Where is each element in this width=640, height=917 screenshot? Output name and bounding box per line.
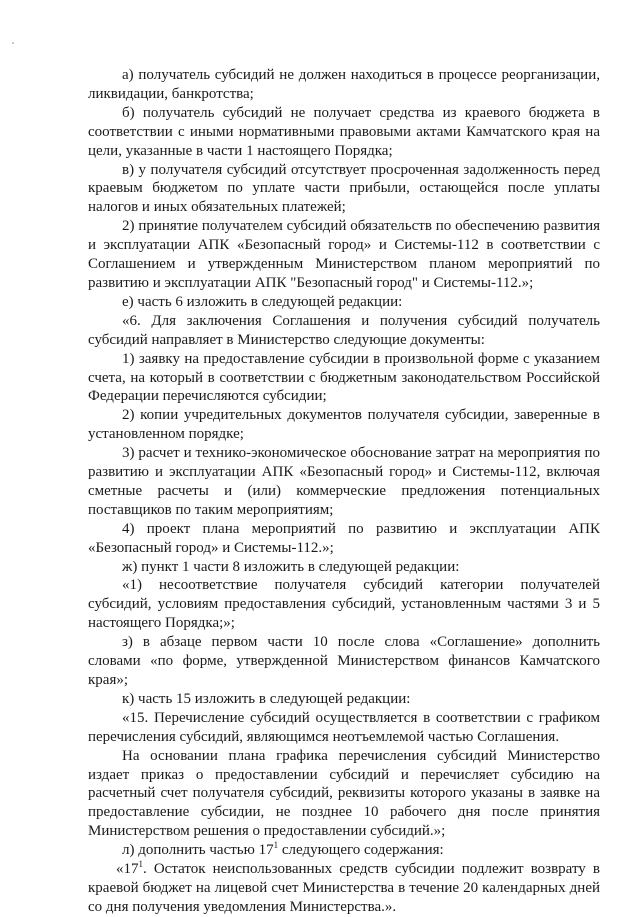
paragraph-e: е) часть 6 изложить в следующей редакции:	[122, 293, 403, 310]
paragraph-17-text: «17	[116, 861, 139, 878]
paragraph-item-1: 1) заявку на предоставление субсидии в произвольной форме с указанием счета, на который в соответствии с бюджетным законодательством Российской Федерации перечисляются субсидии;	[88, 350, 600, 405]
paragraph-basis: На основании плана графика перечисления субсидий Министерство издает приказ о предоставлении субсидий и перечисляет субсидию на расчетный счет получателя субсидий, реквизиты которого указаны в заявке на предоставление субсидии, не позднее 10 рабочего дня после принятия Министерством решения о предоставлении субсидий.»;	[88, 747, 600, 840]
paragraph-part-17-1	[88, 860, 600, 917]
paragraph-k: к) часть 15 изложить в следующей редакции:	[122, 690, 411, 707]
paragraph-b: б) получатель субсидий не получает средства из краевого бюджета в соответствии с иными нормативными правовыми актами Камчатского края на цели, указанные в части 1 настоящего Порядка;	[88, 104, 600, 159]
paragraph-item-3: 3) расчет и технико-экономическое обоснование затрат на мероприятия по развитию и эксплуатации АПК «Безопасный город» и Системы-112, включая сметные расчеты и (или) коммерческие предложения потенциальных поставщиков по таким мероприятиям;	[88, 445, 600, 518]
paragraph-item-4: 4) проект плана мероприятий по развитию и эксплуатации АПК «Безопасный город» и Системы-112.»;	[88, 520, 600, 556]
paragraph-l-superscript: 1	[273, 840, 279, 851]
paragraph-v: в) у получателя субсидий отсутствует просроченная задолженность перед краевым бюджетом по уплате части прибыли, остающейся после уплаты налогов и иных обязательных платежей;	[88, 161, 600, 216]
paragraph-part-8-item-1: «1) несоответствие получателя субсидий категории получателей субсидий, условиям предоставления субсидий, установленным частями 3 и 5 настоящего Порядка;»;	[88, 577, 600, 632]
paragraph-17-superscript: 1	[138, 859, 143, 870]
scan-mark	[12, 42, 14, 44]
paragraph-a: а) получатель субсидий не должен находиться в процессе реорганизации, ликвидации, банкротства;	[88, 67, 600, 102]
paragraph-17-text-end: . Остаток неиспользованных средств субсидии подлежит возврату в краевой бюджет на лицевой счет Министерства в течение 20 календарных дней со дня получения уведомления Министерства.».	[88, 861, 600, 915]
paragraph-part-6: «6. Для заключения Соглашения и получения субсидий получатель субсидий направляет в Министерство следующие документы:	[88, 312, 600, 348]
document-body	[88, 66, 600, 917]
paragraph-item-2: 2) копии учредительных документов получателя субсидии, заверенные в установленном порядке;	[88, 407, 600, 443]
paragraph-l-text-end: следующего содержания:	[278, 842, 444, 859]
paragraph-z: з) в абзаце первом части 10 после слова «Соглашение» дополнить словами «по форме, утвержденной Министерством финансов Камчатского края»;	[88, 634, 600, 688]
paragraph-zh: ж) пункт 1 части 8 изложить в следующей редакции:	[122, 558, 460, 575]
paragraph-part-15: «15. Перечисление субсидий осуществляется в соответствии с графиком перечисления субсидий, являющимся неотъемлемой частью Соглашения.	[88, 709, 600, 745]
paragraph-2: 2) принятие получателем субсидий обязательств по обеспечению развития и эксплуатации АПК «Безопасный город» и Системы-112 в соответствии с Соглашением и утвержденным Министерством планом мероприятий по развитию и эксплуатации АПК "Безопасный город" и Системы-112.»;	[88, 218, 600, 291]
paragraph-l-text: л) дополнить частью 17	[122, 842, 274, 859]
paragraph-l	[88, 841, 600, 860]
